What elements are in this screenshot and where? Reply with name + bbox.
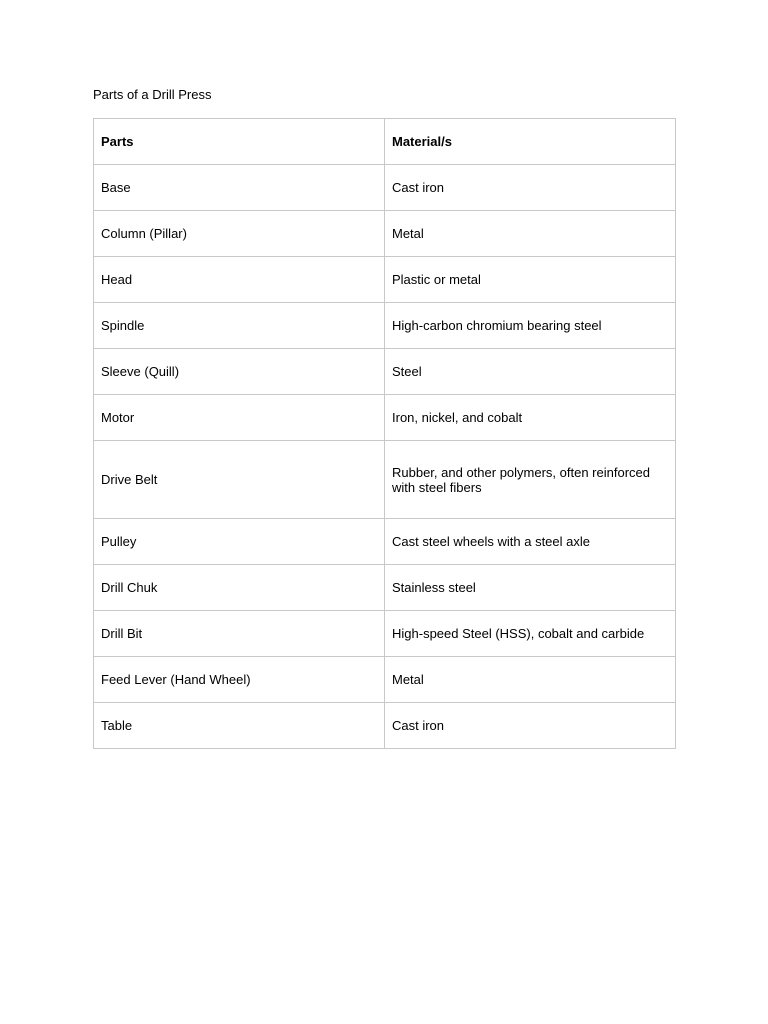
document-title: Parts of a Drill Press — [93, 87, 212, 102]
material-cell: Cast steel wheels with a steel axle — [385, 519, 676, 565]
material-cell: High-carbon chromium bearing steel — [385, 303, 676, 349]
table-row — [94, 395, 676, 441]
table-row — [94, 211, 676, 257]
table-row — [94, 565, 676, 611]
table-header-row — [94, 119, 676, 165]
parts-table — [93, 118, 676, 749]
table-row — [94, 349, 676, 395]
table-row — [94, 657, 676, 703]
material-cell: Stainless steel — [385, 565, 676, 611]
material-cell: Iron, nickel, and cobalt — [385, 395, 676, 441]
part-cell: Sleeve (Quill) — [94, 349, 385, 395]
part-cell: Column (Pillar) — [94, 211, 385, 257]
part-cell: Pulley — [94, 519, 385, 565]
material-cell: Cast iron — [385, 165, 676, 211]
material-cell: Rubber, and other polymers, often reinforced with steel fibers — [385, 441, 676, 519]
header-parts: Parts — [94, 119, 385, 165]
part-cell: Motor — [94, 395, 385, 441]
material-cell: Plastic or metal — [385, 257, 676, 303]
part-cell: Feed Lever (Hand Wheel) — [94, 657, 385, 703]
material-cell: Cast iron — [385, 703, 676, 749]
table-row — [94, 611, 676, 657]
material-cell: Steel — [385, 349, 676, 395]
part-cell: Drive Belt — [94, 441, 385, 519]
header-materials: Material/s — [385, 119, 676, 165]
table-row — [94, 303, 676, 349]
part-cell: Drill Chuk — [94, 565, 385, 611]
table-row — [94, 165, 676, 211]
material-cell: Metal — [385, 211, 676, 257]
part-cell: Head — [94, 257, 385, 303]
table-row — [94, 519, 676, 565]
part-cell: Base — [94, 165, 385, 211]
part-cell: Spindle — [94, 303, 385, 349]
material-cell: Metal — [385, 657, 676, 703]
table-row — [94, 257, 676, 303]
table-row — [94, 703, 676, 749]
part-cell: Drill Bit — [94, 611, 385, 657]
material-cell: High-speed Steel (HSS), cobalt and carbide — [385, 611, 676, 657]
table-row — [94, 441, 676, 519]
part-cell: Table — [94, 703, 385, 749]
